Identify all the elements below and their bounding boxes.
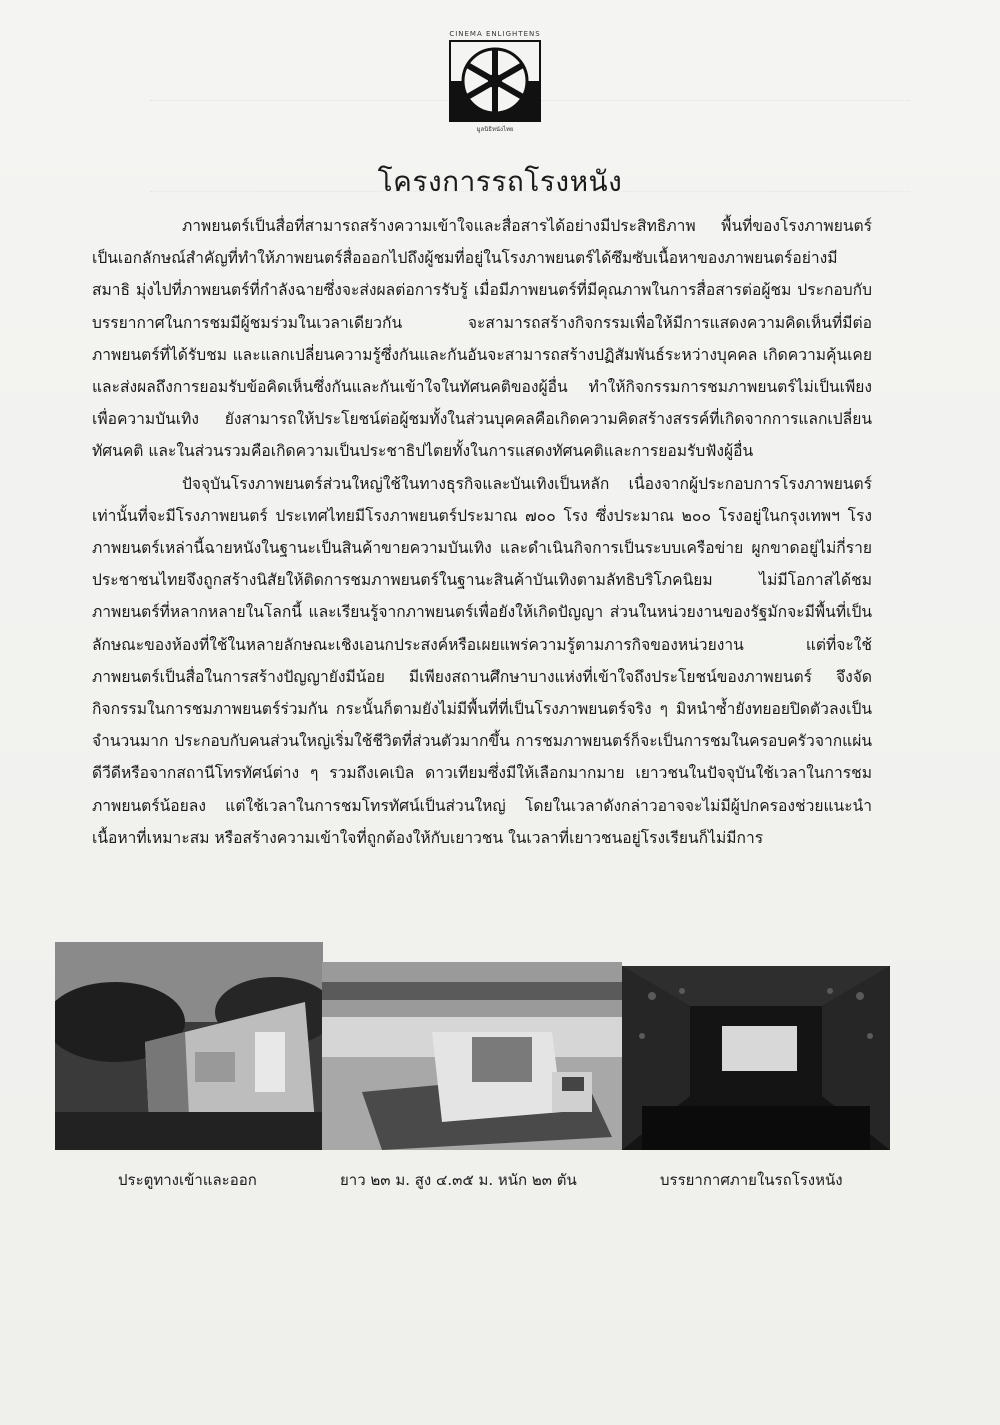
film-reel-icon xyxy=(449,40,541,122)
paragraph-2: ปัจจุบันโรงภาพยนตร์ส่วนใหญ่ใช้ในทางธุรกิจและบันเทิงเป็นหลัก เนื่องจากผู้ประกอบการโรงภาพยนตร์เท่านั้นที่จะมีโรงภาพยนตร์ ประเทศไทยมีโรงภาพยนตร์ประมาณ ๗๐๐ โรง ซึ่งประมาณ ๒๐๐ โรงอยู่ในกรุงเทพฯ โรงภาพยนตร์เหล่านี้ฉายหนังในฐานะเป็นสินค้าขายความบันเทิง และดำเนินกิจการเป็นระบบเครือข่าย ผูกขาดอยู่ไม่กี่ราย ประชาชนไทยจึงถูกสร้างนิสัยให้ติดการชมภาพยนตร์ในฐานะสินค้าบันเทิงตามลัทธิบริโภคนิยม ไม่มีโอกาสได้ชมภาพยนตร์ที่หลากหลายในโลกนี้ และเรียนรู้จากภาพยนตร์เพื่อยังให้เกิดปัญญา ส่วนในหน่วยงานของรัฐมักจะมีพื้นที่เป็นลักษณะของห้องที่ใช้ในหลายลักษณะเชิงเอนกประสงค์หรือเผยแพร่ความรู้ตามภารกิจของหน่วยงาน แต่ที่จะใช้ภาพยนตร์เป็นสื่อในการสร้างปัญญายังมีน้อย มีเพียงสถานศึกษาบางแห่งที่เข้าใจถึงประโยชน์ของภาพยนตร์ จึงจัดกิจกรรมในการชมภาพยนตร์ร่วมกัน กระนั้นก็ตามยังไม่มีพื้นที่ที่เป็นโรงภาพยนตร์จริง ๆ มิหนำซ้ำยังทยอยปิดตัวลงเป็นจำนวนมาก ประกอบกับคนส่วนใหญ่เริ่มใช้ชีวิตที่ส่วนตัวมากขึ้น การชมภาพยนตร์ก็จะเป็นการชมในครอบครัวจากแผ่นดีวีดีหรือจากสถานีโทรทัศน์ต่าง ๆ รวมถึงเคเบิล ดาวเทียมซึ่งมีให้เลือกมากมาย เยาวชนในปัจจุบันใช้เวลาในการชมภาพยนตร์น้อยลง แต่ใช้เวลาในการชมโทรทัศน์เป็นส่วนใหญ่ โดยในเวลาดังกล่าวอาจจะไม่มีผู้ปกครองช่วยแนะนำเนื้อหาที่เหมาะสม หรือสร้างความเข้าใจที่ถูกต้องให้กับเยาวชน ในเวลาที่เยาวชนอยู่โรงเรียนก็ไม่มีการ xyxy=(92,474,872,847)
page-title: โครงการรถโรงหนัง xyxy=(377,165,623,198)
photo-truck-exterior xyxy=(322,962,622,1150)
photo-strip xyxy=(55,940,895,1160)
paragraph-1: ภาพยนตร์เป็นสื่อที่สามารถสร้างความเข้าใจและสื่อสารได้อย่างมีประสิทธิภาพ พื้นที่ของโรงภาพยนตร์เป็นเอกลักษณ์สำคัญที่ทำให้ภาพยนตร์สื่อออกไปถึงผู้ชมที่อยู่ในโรงภาพยนตร์ได้ซึมซับเนื้อหาของภาพยนตร์อย่างมีสมาธิ มุ่งไปที่ภาพยนตร์ที่กำลังฉายซึ่งจะส่งผลต่อการรับรู้ เมื่อมีภาพยนตร์ที่มีคุณภาพในการสื่อสารต่อผู้ชม ประกอบกับบรรยากาศในการชมมีผู้ชมร่วมในเวลาเดียวกัน จะสามารถสร้างกิจกรรมเพื่อให้มีการแสดงความคิดเห็นที่มีต่อภาพยนตร์ที่ได้รับชม และแลกเปลี่ยนความรู้ซึ่งกันและกันอันจะสามารถสร้างปฏิสัมพันธ์ระหว่างบุคคล เกิดความคุ้นเคยและส่งผลถึงการยอมรับข้อคิดเห็นซึ่งกันและกันเข้าใจในทัศนคติของผู้อื่น ทำให้กิจกรรมการชมภาพยนตร์ไม่เป็นเพียงเพื่อความบันเทิง ยังสามารถให้ประโยชน์ต่อผู้ชมทั้งในส่วนบุคคลคือเกิดความคิดสร้างสรรค์ที่เกิดจากการแลกเปลี่ยนทัศนคติ และในส่วนรวมคือเกิดความเป็นประชาธิปไตยทั้งในการแสดงทัศนคติและการยอมรับฟังผู้อื่น xyxy=(92,217,872,461)
logo xyxy=(440,30,550,134)
photo-interior xyxy=(622,966,890,1150)
logo-bottom-text: มูลนิธิหนังไทย xyxy=(476,126,514,133)
body-text xyxy=(92,210,872,854)
caption-interior: บรรยากาศภายในรถโรงหนัง xyxy=(660,1171,843,1189)
photo-entrance xyxy=(55,942,323,1150)
caption-dimensions: ยาว ๒๓ ม. สูง ๔.๓๕ ม. หนัก ๒๓ ตัน xyxy=(340,1171,577,1189)
caption-entrance: ประตูทางเข้าและออก xyxy=(118,1171,257,1189)
logo-top-text: CINEMA ENLIGHTENS xyxy=(449,30,541,38)
